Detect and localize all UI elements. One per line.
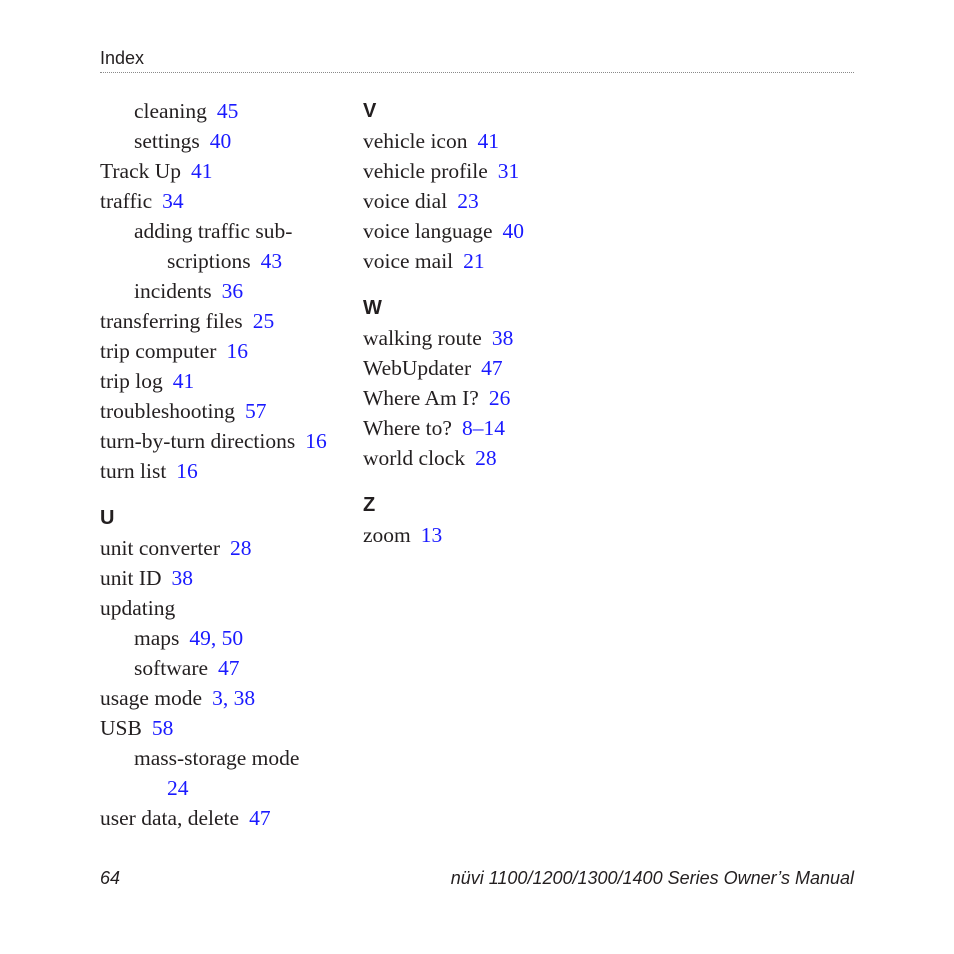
page-link[interactable]: 8–14 — [461, 416, 505, 440]
index-entry — [100, 683, 327, 713]
page-link[interactable]: 16 — [305, 429, 327, 453]
entry-term: WebUpdater — [363, 356, 472, 380]
index-column-right — [363, 96, 524, 550]
index-entry — [363, 156, 524, 186]
index-entry — [100, 186, 327, 216]
page-number: 64 — [100, 868, 121, 888]
page-link[interactable]: 16 — [176, 459, 198, 483]
entry-term: turn-by-turn directions — [100, 429, 296, 453]
entry-term: voice mail — [363, 249, 454, 273]
index-entry — [100, 366, 327, 396]
index-entry — [100, 276, 327, 306]
entry-term: Where Am I? — [363, 386, 479, 410]
entry-term: Where to? — [363, 416, 452, 440]
page-link[interactable]: 47 — [218, 656, 240, 680]
index-entry — [363, 413, 524, 443]
page-link[interactable]: 40 — [502, 219, 525, 243]
index-entry — [100, 336, 327, 366]
entry-term: turn list — [100, 459, 167, 483]
index-entry — [100, 743, 327, 773]
entry-term: Track Up — [100, 159, 182, 183]
entry-term: voice dial — [363, 189, 448, 213]
page-link[interactable]: 13 — [420, 523, 443, 547]
section-letter-u: U — [100, 507, 115, 529]
page-link[interactable]: 24 — [167, 776, 189, 800]
index-entry — [100, 306, 327, 336]
section-letter-w: W — [363, 297, 382, 319]
entry-term: transferring files — [100, 309, 243, 333]
page-link[interactable]: 25 — [252, 309, 275, 333]
index-entry — [100, 456, 327, 486]
index-entry-continuation — [100, 773, 327, 803]
index-entry — [363, 186, 524, 216]
index-entry — [100, 396, 327, 426]
page-link[interactable]: 23 — [457, 189, 479, 213]
index-entry — [363, 246, 524, 276]
index-entry — [363, 520, 524, 550]
page-link[interactable]: 40 — [209, 129, 232, 153]
page-link[interactable]: 47 — [481, 356, 503, 380]
index-entry — [363, 323, 524, 353]
page-link[interactable]: 34 — [162, 189, 184, 213]
index-entry — [100, 156, 327, 186]
entry-term: updating — [100, 596, 176, 620]
index-entry — [100, 533, 327, 563]
entry-term: vehicle icon — [363, 129, 468, 153]
entry-term: mass-storage mode — [134, 746, 300, 770]
entry-term: scriptions — [167, 249, 251, 273]
index-entry — [363, 383, 524, 413]
page-link[interactable]: 41 — [477, 129, 499, 153]
entry-term: software — [134, 656, 209, 680]
page-link[interactable]: 38 — [491, 326, 514, 350]
index-entry — [100, 216, 327, 246]
page-link[interactable]: 57 — [244, 399, 267, 423]
index-entry — [100, 653, 327, 683]
index-entry — [100, 126, 327, 156]
index-entry — [363, 216, 524, 246]
page-link[interactable]: 41 — [172, 369, 195, 393]
page-link[interactable]: 47 — [249, 806, 271, 830]
index-entry — [100, 593, 327, 623]
entry-term: usage mode — [100, 686, 203, 710]
page-link[interactable]: 49, 50 — [189, 626, 244, 650]
index-entry — [363, 126, 524, 156]
entry-term: zoom — [363, 523, 411, 547]
index-entry — [100, 713, 327, 743]
page-link[interactable]: 3, 38 — [212, 686, 256, 710]
section-letter-v: V — [363, 100, 377, 122]
manual-title: nüvi 1100/1200/1300/1400 Series Owner’s Manual — [450, 868, 854, 888]
index-entry — [100, 563, 327, 593]
page-link[interactable]: 21 — [463, 249, 485, 273]
page-link[interactable]: 36 — [221, 279, 244, 303]
page-link[interactable]: 43 — [260, 249, 283, 273]
page-link[interactable]: 38 — [171, 566, 194, 590]
page-link[interactable]: 16 — [226, 339, 248, 363]
page-link[interactable]: 28 — [475, 446, 497, 470]
entry-term: incidents — [134, 279, 212, 303]
index-entry — [100, 96, 327, 126]
entry-term: vehicle profile — [363, 159, 488, 183]
page-link[interactable]: 45 — [216, 99, 239, 123]
index-entry — [100, 426, 327, 456]
running-header: Index — [100, 48, 145, 68]
index-entry — [100, 803, 327, 833]
entry-term: trip computer — [100, 339, 217, 363]
section-letter-z: Z — [363, 494, 376, 516]
entry-term: maps — [134, 626, 180, 650]
index-entry-continuation — [100, 246, 327, 276]
page-link[interactable]: 28 — [230, 536, 252, 560]
entry-term: world clock — [363, 446, 466, 470]
index-entry — [100, 623, 327, 653]
entry-term: troubleshooting — [100, 399, 235, 423]
entry-term: settings — [134, 129, 200, 153]
entry-term: traffic — [100, 189, 153, 213]
entry-term: unit converter — [100, 536, 220, 560]
entry-term: trip log — [100, 369, 163, 393]
entry-term: adding traffic sub- — [134, 219, 293, 243]
entry-term: USB — [100, 716, 142, 740]
entry-term: cleaning — [134, 99, 207, 123]
page-link[interactable]: 26 — [488, 386, 511, 410]
index-entry — [363, 443, 524, 473]
index-entry — [363, 353, 524, 383]
header-divider — [100, 72, 854, 73]
entry-term: user data, delete — [100, 806, 240, 830]
index-column-left — [100, 96, 327, 833]
entry-term: voice language — [363, 219, 493, 243]
entry-term: unit ID — [100, 566, 162, 590]
page-link[interactable]: 58 — [151, 716, 174, 740]
page-link[interactable]: 31 — [497, 159, 520, 183]
entry-term: walking route — [363, 326, 482, 350]
page-link[interactable]: 41 — [191, 159, 213, 183]
